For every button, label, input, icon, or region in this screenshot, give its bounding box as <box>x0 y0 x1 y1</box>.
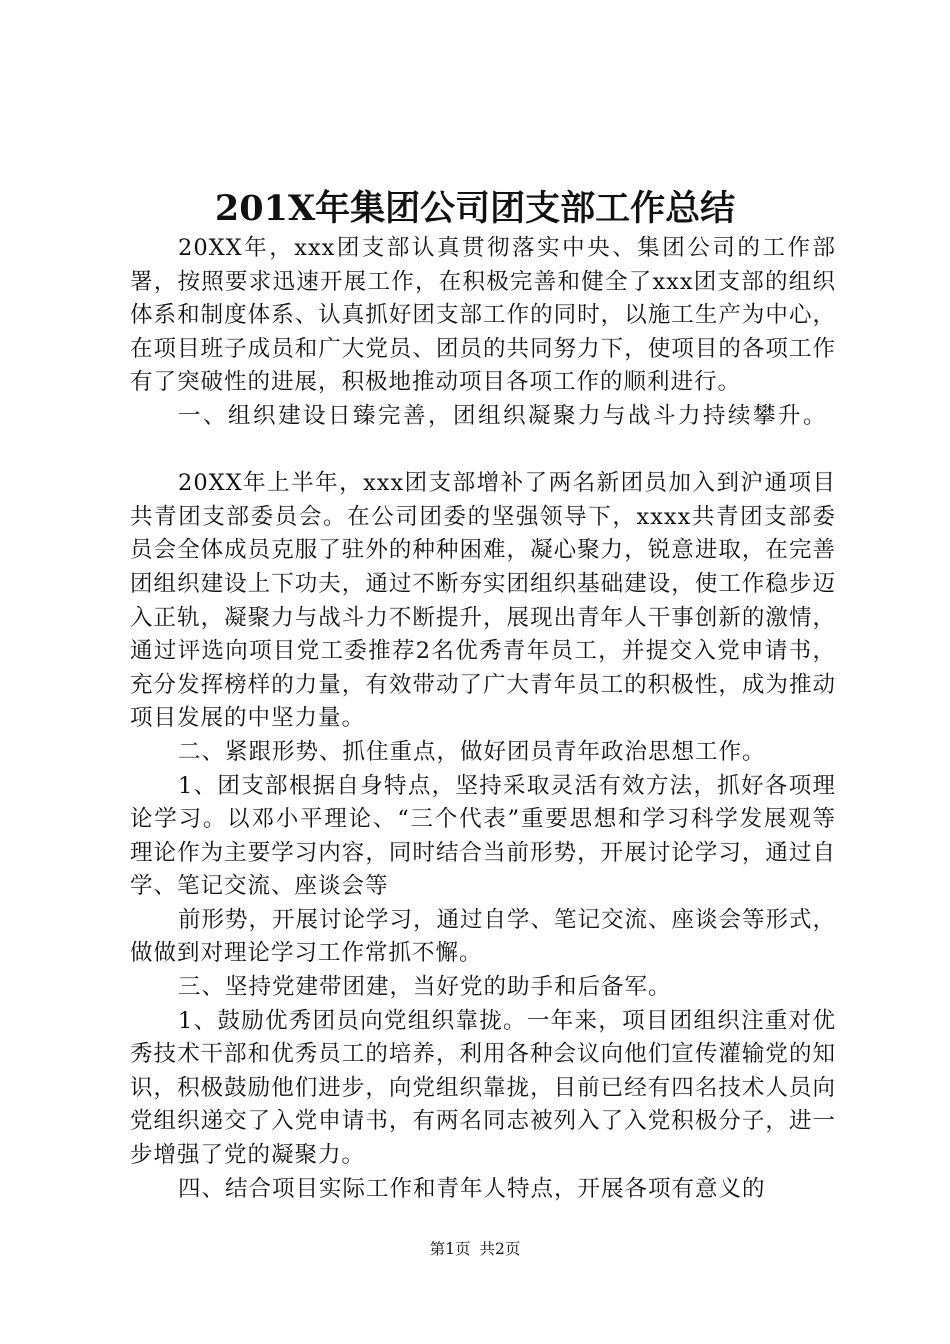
section-heading-4: 四、结合项目实际工作和青年人特点，开展各项有意义的 <box>178 1175 766 1202</box>
section-heading-2: 二、紧跟形势、抓住重点，做好团员青年政治思想工作。 <box>178 738 766 765</box>
paragraph-section-1: 20XX年上半年，xxx团支部增补了两名新团员加入到沪通项目共青团支部委员会。在公司团委的坚强领导下，xxxx共青团支部委员会全体成员克服了驻外的种种困难，凝心聚力，锐意进取，在完善团组织建设上下功夫，通过不断夯实团组织基础建设，使工作稳步迈入正轨，凝聚力与战斗力不断提升，展现出青年人干事创新的激情，通过评选向项目党工委推荐2名优秀青年员工，并提交入党申请书，充分发挥榜样的力量，有效带动了广大青年员工的积极性，成为推动项目发展的中坚力量。 <box>130 470 836 732</box>
paragraph-section-2-continuation: 前形势，开展讨论学习，通过自学、笔记交流、座谈会等形式，做做到对理论学习工作常抓不懈。 <box>130 906 837 967</box>
paragraph-intro: 20XX年，xxx团支部认真贯彻落实中央、集团公司的工作部署，按照要求迅速开展工作，在积极完善和健全了xxx团支部的组织体系和制度体系、认真抓好团支部工作的同时，以施工生产为中心，在项目班子成员和广大党员、团员的共同努力下，使项目的各项工作有了突破性的进展，积极地推动项目各项工作的顺利进行。 <box>130 235 836 396</box>
section-heading-1: 一、组织建设日臻完善，团组织凝聚力与战斗力持续攀升。 <box>178 402 829 429</box>
blank-line <box>130 434 836 468</box>
paragraph-section-2-item-1: 1、团支部根据自身特点，坚持采取灵活有效方法，抓好各项理论学习。以邓小平理论、“三个代表”重要思想和学习科学发展观等理论作为主要学习内容，同时结合当前形势，开展讨论学习，通过自学、笔记交流、座谈会等 <box>130 772 836 900</box>
paragraph-section-3-item-1: 1、鼓励优秀团员向党组织靠拢。一年来，项目团组织注重对优秀技术干部和优秀员工的培养，利用各种会议向他们宣传灌输党的知识，积极鼓励他们进步，向党组织靠拢，目前已经有四名技术人员向党组织递交了入党申请书，有两名同志被列入了入党积极分子，进一步增强了党的凝聚力。 <box>130 1007 836 1169</box>
page-number-current: 第1页 <box>429 1240 471 1258</box>
page-number-total: 共2页 <box>479 1240 521 1258</box>
document-body <box>130 232 836 1206</box>
page-footer <box>0 1238 950 1260</box>
section-heading-3: 三、坚持党建带团建，当好党的助手和后备军。 <box>178 974 672 1001</box>
document-title: 201X年集团公司团支部工作总结 <box>214 188 736 229</box>
